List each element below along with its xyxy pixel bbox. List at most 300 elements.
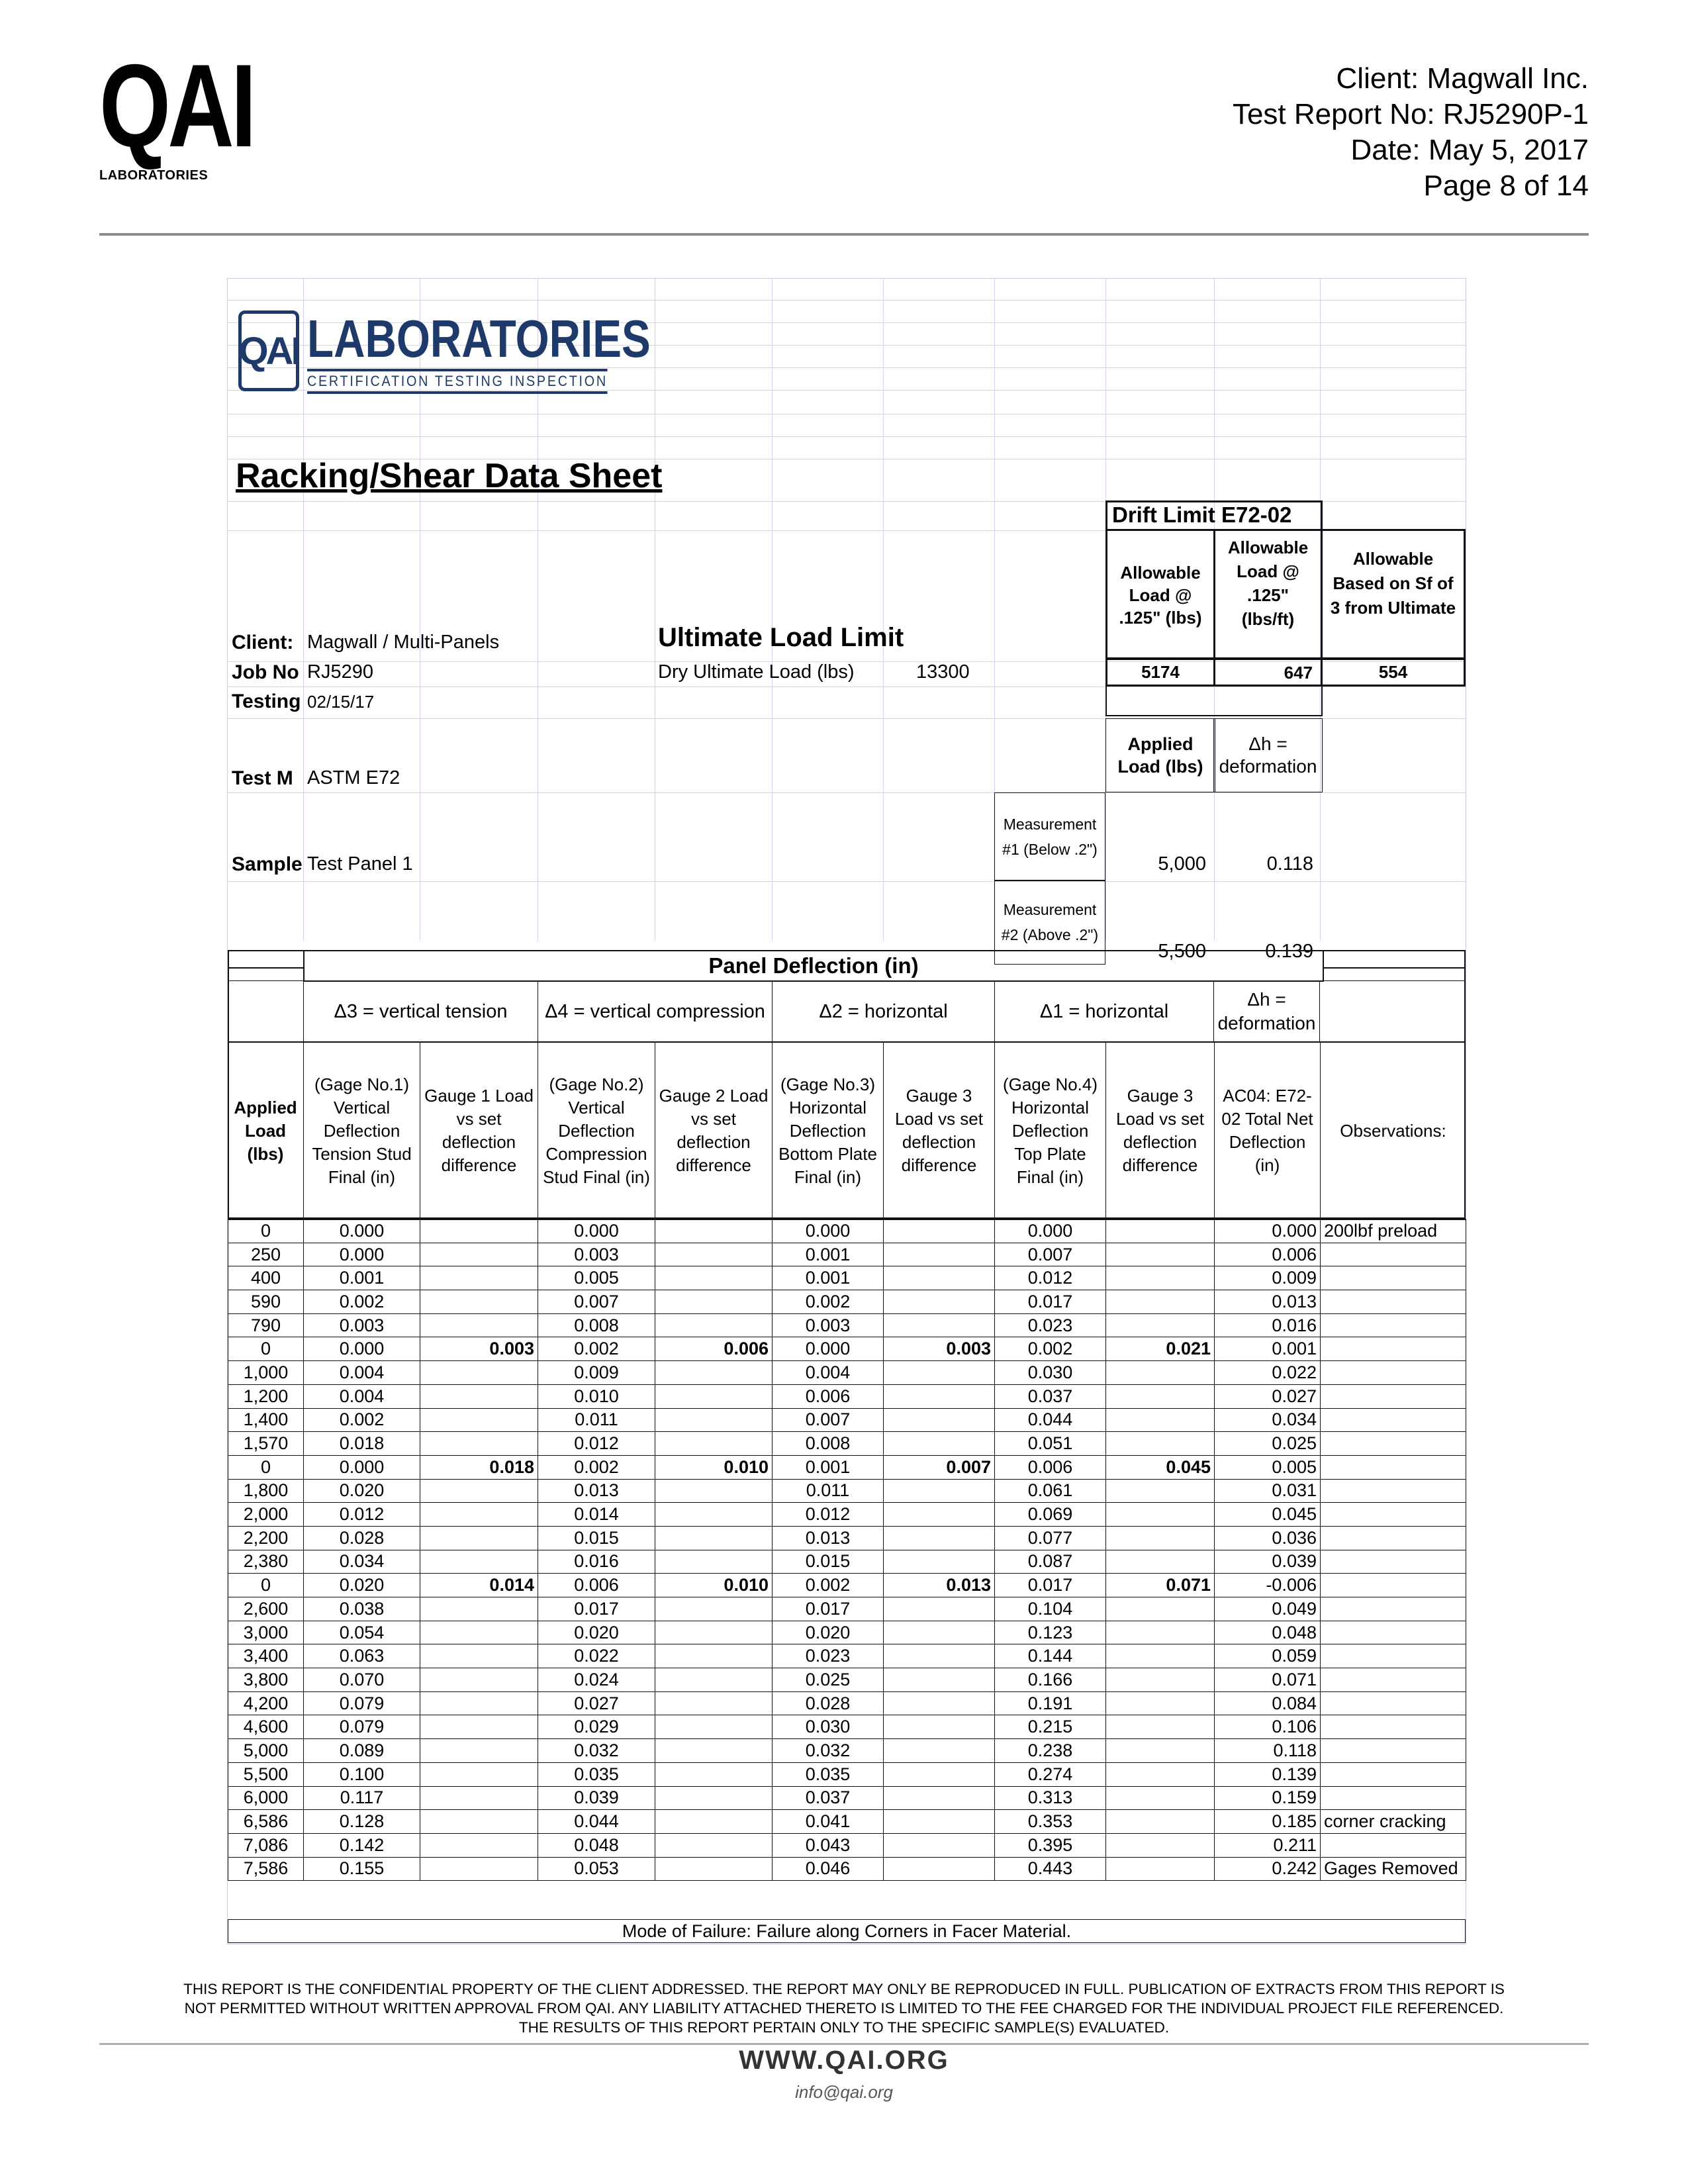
table-cell: 0.020 bbox=[773, 1621, 884, 1644]
table-cell: 0.007 bbox=[773, 1408, 884, 1432]
table-cell bbox=[655, 1810, 773, 1834]
table-cell: 0.166 bbox=[995, 1668, 1106, 1692]
table-cell: 0.032 bbox=[538, 1739, 655, 1763]
table-cell: 1,000 bbox=[228, 1361, 304, 1385]
table-cell: 0.079 bbox=[304, 1715, 420, 1739]
table-row bbox=[228, 1243, 1466, 1266]
table-cell bbox=[420, 1644, 538, 1668]
table-cell: 0.041 bbox=[773, 1810, 884, 1834]
table-row bbox=[228, 1644, 1466, 1668]
table-cell: 0.037 bbox=[995, 1384, 1106, 1408]
table-cell bbox=[1106, 1762, 1215, 1786]
table-cell bbox=[884, 1691, 995, 1715]
table-cell bbox=[884, 1597, 995, 1621]
sample-label: Sample bbox=[232, 853, 303, 875]
table-cell: 0.053 bbox=[538, 1857, 655, 1881]
notice-line-1: THIS REPORT IS THE CONFIDENTIAL PROPERTY OF THE CLIENT ADDRESSED. THE REPORT MAY ONLY BE REPRODUCED IN FULL. PUBLICATION OF EXTRACTS FROM THIS REPORT IS bbox=[183, 1981, 1505, 1997]
table-row bbox=[228, 1597, 1466, 1621]
grid-line bbox=[772, 279, 773, 941]
table-cell bbox=[884, 1266, 995, 1290]
qai-logo-subtitle: LABORATORIES bbox=[99, 168, 209, 183]
table-row bbox=[228, 1715, 1466, 1739]
email-link[interactable]: info@qai.org bbox=[795, 2082, 893, 2102]
table-cell: 1,570 bbox=[228, 1432, 304, 1456]
table-cell bbox=[1321, 1786, 1466, 1810]
table-cell bbox=[1106, 1644, 1215, 1668]
table-cell bbox=[1106, 1503, 1215, 1527]
confidentiality-notice bbox=[99, 1979, 1589, 2037]
table-cell: 0.039 bbox=[538, 1786, 655, 1810]
table-cell bbox=[655, 1739, 773, 1763]
table-cell: 0.185 bbox=[1215, 1810, 1321, 1834]
table-cell bbox=[420, 1786, 538, 1810]
table-cell: 0.000 bbox=[304, 1243, 420, 1266]
table-cell bbox=[1321, 1762, 1466, 1786]
job-value: RJ5290 bbox=[307, 661, 373, 683]
table-cell bbox=[884, 1313, 995, 1337]
table-cell: 0.017 bbox=[995, 1574, 1106, 1597]
table-cell bbox=[420, 1668, 538, 1692]
table-cell: 0.045 bbox=[1106, 1455, 1215, 1479]
table-cell: 0.010 bbox=[655, 1574, 773, 1597]
table-cell bbox=[884, 1219, 995, 1243]
table-cell: 0.002 bbox=[304, 1408, 420, 1432]
table-cell: 0.017 bbox=[538, 1597, 655, 1621]
table-cell: 0.063 bbox=[304, 1644, 420, 1668]
table-cell bbox=[1321, 1432, 1466, 1456]
table-cell bbox=[655, 1786, 773, 1810]
table-cell bbox=[884, 1526, 995, 1550]
table-cell: 4,200 bbox=[228, 1691, 304, 1715]
table-cell bbox=[1106, 1857, 1215, 1881]
table-cell: 0.100 bbox=[304, 1762, 420, 1786]
rule bbox=[228, 967, 303, 969]
measurement-2-load: 5,500 bbox=[1158, 941, 1206, 962]
table-row bbox=[228, 1786, 1466, 1810]
table-cell bbox=[655, 1762, 773, 1786]
table-cell: 250 bbox=[228, 1243, 304, 1266]
table-cell: 0.215 bbox=[995, 1715, 1106, 1739]
grid-line bbox=[228, 881, 1466, 882]
table-cell: 0.012 bbox=[773, 1503, 884, 1527]
table-cell bbox=[1106, 1432, 1215, 1456]
table-cell: 0.045 bbox=[1215, 1503, 1321, 1527]
table-cell: 0.036 bbox=[1215, 1526, 1321, 1550]
table-cell: 0.014 bbox=[538, 1503, 655, 1527]
table-cell: 0.001 bbox=[304, 1266, 420, 1290]
allowable-lbsft-value: 647 bbox=[1284, 663, 1313, 683]
table-row bbox=[228, 1337, 1466, 1361]
table-cell: 3,400 bbox=[228, 1644, 304, 1668]
table-cell bbox=[1321, 1833, 1466, 1857]
table-cell bbox=[420, 1857, 538, 1881]
table-cell bbox=[1321, 1408, 1466, 1432]
table-cell: 0.443 bbox=[995, 1857, 1106, 1881]
table-cell: 0.031 bbox=[1215, 1479, 1321, 1503]
table-cell bbox=[420, 1243, 538, 1266]
table-cell: 0.009 bbox=[538, 1361, 655, 1385]
grid-line bbox=[228, 436, 1466, 437]
table-cell bbox=[884, 1715, 995, 1739]
table-cell: 0.007 bbox=[884, 1455, 995, 1479]
qai-logo bbox=[99, 40, 254, 183]
table-cell bbox=[655, 1526, 773, 1550]
table-cell: 6,586 bbox=[228, 1810, 304, 1834]
table-cell bbox=[1321, 1668, 1466, 1692]
table-cell bbox=[1106, 1290, 1215, 1314]
table-cell: 0.030 bbox=[773, 1715, 884, 1739]
table-cell: 400 bbox=[228, 1266, 304, 1290]
table-cell: 0.069 bbox=[995, 1503, 1106, 1527]
lab-tagline: CERTIFICATION TESTING INSPECTION bbox=[307, 369, 608, 394]
table-cell: 0.238 bbox=[995, 1739, 1106, 1763]
table-cell: 0.018 bbox=[420, 1455, 538, 1479]
measurement-1-label: Measurement #1 (Below .2") bbox=[1002, 816, 1098, 858]
table-cell: 5,000 bbox=[228, 1739, 304, 1763]
table-cell bbox=[884, 1762, 995, 1786]
table-cell bbox=[884, 1384, 995, 1408]
table-cell: 0.048 bbox=[1215, 1621, 1321, 1644]
table-cell: 0.106 bbox=[1215, 1715, 1321, 1739]
delta2-header: Δ2 = horizontal bbox=[772, 980, 994, 1043]
page-number: Page 8 of 14 bbox=[1423, 169, 1589, 202]
table-cell: 0.027 bbox=[1215, 1384, 1321, 1408]
table-cell: 0.007 bbox=[995, 1243, 1106, 1266]
table-cell: 0.022 bbox=[1215, 1361, 1321, 1385]
table-cell bbox=[1321, 1503, 1466, 1527]
table-cell bbox=[1106, 1597, 1215, 1621]
table-cell bbox=[884, 1503, 995, 1527]
table-row bbox=[228, 1574, 1466, 1597]
table-cell bbox=[655, 1691, 773, 1715]
table-cell: 0.035 bbox=[773, 1762, 884, 1786]
table-cell: 4,600 bbox=[228, 1715, 304, 1739]
table-cell bbox=[1321, 1290, 1466, 1314]
table-cell: 0.313 bbox=[995, 1786, 1106, 1810]
table-cell bbox=[1321, 1644, 1466, 1668]
table-cell bbox=[420, 1597, 538, 1621]
table-cell: 0.035 bbox=[538, 1762, 655, 1786]
job-label: Job No bbox=[232, 661, 299, 683]
table-cell: 0.006 bbox=[995, 1455, 1106, 1479]
table-row bbox=[228, 1432, 1466, 1456]
table-cell bbox=[1106, 1479, 1215, 1503]
table-row bbox=[228, 1691, 1466, 1715]
table-cell bbox=[1321, 1526, 1466, 1550]
table-cell: 0.011 bbox=[773, 1479, 884, 1503]
column-header-5: (Gage No.3) Horizontal Deflection Bottom Plate Final (in) bbox=[772, 1043, 883, 1219]
column-header-1: (Gage No.1) Vertical Deflection Tension Stud Final (in) bbox=[303, 1043, 420, 1219]
column-header-8: Gauge 3 Load vs set deflection difference bbox=[1105, 1043, 1214, 1219]
table-cell: 0.000 bbox=[773, 1219, 884, 1243]
table-cell bbox=[655, 1361, 773, 1385]
table-cell: 0.012 bbox=[538, 1432, 655, 1456]
table-cell bbox=[1106, 1833, 1215, 1857]
allowable-sf-header: Allowable Based on Sf of 3 from Ultimate bbox=[1330, 548, 1456, 618]
client-value: Magwall / Multi-Panels bbox=[307, 632, 500, 653]
table-cell: 0.004 bbox=[304, 1384, 420, 1408]
table-cell bbox=[420, 1384, 538, 1408]
table-cell bbox=[420, 1266, 538, 1290]
empty-cell-box bbox=[1105, 685, 1323, 716]
table-cell bbox=[420, 1290, 538, 1314]
applied-box bbox=[1105, 718, 1215, 792]
table-row bbox=[228, 1762, 1466, 1786]
column-header-0: Applied Load (lbs) bbox=[234, 1097, 297, 1164]
testing-value: 02/15/17 bbox=[307, 692, 375, 712]
table-cell bbox=[420, 1810, 538, 1834]
table-cell: 0.003 bbox=[538, 1243, 655, 1266]
table-cell: 0.020 bbox=[304, 1479, 420, 1503]
table-cell: 5,500 bbox=[228, 1762, 304, 1786]
table-cell: 0 bbox=[228, 1574, 304, 1597]
drift-limit-label: Drift Limit E72-02 bbox=[1112, 502, 1292, 527]
table-cell: 0.211 bbox=[1215, 1833, 1321, 1857]
client-line: Client: Magwall Inc. bbox=[1336, 62, 1589, 95]
table-cell: 0.242 bbox=[1215, 1857, 1321, 1881]
table-cell: 0.001 bbox=[1215, 1337, 1321, 1361]
table-cell bbox=[1321, 1574, 1466, 1597]
column-header-7: (Gage No.4) Horizontal Deflection Top Plate Final (in) bbox=[994, 1043, 1105, 1219]
table-cell: Gages Removed bbox=[1321, 1857, 1466, 1881]
column-header-9: AC04: E72-02 Total Net Deflection (in) bbox=[1214, 1043, 1320, 1219]
table-cell bbox=[420, 1739, 538, 1763]
table-cell: 0.044 bbox=[995, 1408, 1106, 1432]
table-cell: 0.006 bbox=[655, 1337, 773, 1361]
testing-label: Testing bbox=[232, 690, 301, 712]
client-label: Client: bbox=[232, 632, 294, 653]
table-cell: 2,380 bbox=[228, 1550, 304, 1574]
table-cell bbox=[1321, 1739, 1466, 1763]
table-cell bbox=[420, 1432, 538, 1456]
table-cell bbox=[1321, 1337, 1466, 1361]
table-cell: 0.044 bbox=[538, 1810, 655, 1834]
table-cell bbox=[884, 1408, 995, 1432]
table-cell: 0.013 bbox=[773, 1526, 884, 1550]
rule bbox=[1324, 967, 1466, 969]
table-cell: 0 bbox=[228, 1337, 304, 1361]
table-cell: 0.023 bbox=[773, 1644, 884, 1668]
table-cell: 0.117 bbox=[304, 1786, 420, 1810]
table-cell: 0.037 bbox=[773, 1786, 884, 1810]
table-cell bbox=[1321, 1243, 1466, 1266]
table-cell bbox=[655, 1266, 773, 1290]
table-row bbox=[228, 1550, 1466, 1574]
table-cell bbox=[884, 1644, 995, 1668]
table-cell: 0.020 bbox=[304, 1574, 420, 1597]
table-cell bbox=[884, 1621, 995, 1644]
table-cell: 7,086 bbox=[228, 1833, 304, 1857]
sheet-title: Racking/Shear Data Sheet bbox=[236, 457, 663, 495]
table-cell: 0.017 bbox=[773, 1597, 884, 1621]
table-cell: 0.005 bbox=[1215, 1455, 1321, 1479]
table-cell: 0.054 bbox=[304, 1621, 420, 1644]
table-cell: 0.000 bbox=[995, 1219, 1106, 1243]
delta1-header: Δ1 = horizontal bbox=[994, 980, 1214, 1043]
table-cell bbox=[420, 1833, 538, 1857]
table-cell: 1,200 bbox=[228, 1384, 304, 1408]
table-cell: 0.024 bbox=[538, 1668, 655, 1692]
table-cell: 0.000 bbox=[538, 1219, 655, 1243]
table-cell bbox=[655, 1384, 773, 1408]
table-cell: 0.070 bbox=[304, 1668, 420, 1692]
table-row bbox=[228, 1384, 1466, 1408]
table-cell: 0.038 bbox=[304, 1597, 420, 1621]
table-cell: 0.003 bbox=[884, 1337, 995, 1361]
table-cell bbox=[655, 1432, 773, 1456]
table-cell bbox=[1106, 1408, 1215, 1432]
table-cell: 0.071 bbox=[1106, 1574, 1215, 1597]
column-header-6: Gauge 3 Load vs set deflection difference bbox=[883, 1043, 994, 1219]
table-cell: 0.353 bbox=[995, 1810, 1106, 1834]
table-cell bbox=[420, 1715, 538, 1739]
table-cell bbox=[655, 1715, 773, 1739]
table-cell: 0.043 bbox=[773, 1833, 884, 1857]
table-cell: 0.049 bbox=[1215, 1597, 1321, 1621]
table-cell: 0.009 bbox=[1215, 1266, 1321, 1290]
dh-box bbox=[1213, 718, 1323, 792]
table-row bbox=[228, 1503, 1466, 1527]
table-cell bbox=[655, 1243, 773, 1266]
grid-line bbox=[228, 300, 1466, 301]
table-cell bbox=[1106, 1715, 1215, 1739]
report-date: Date: May 5, 2017 bbox=[1350, 134, 1589, 166]
table-cell: 0.006 bbox=[1215, 1243, 1321, 1266]
table-cell bbox=[1321, 1455, 1466, 1479]
table-cell: 0.020 bbox=[538, 1621, 655, 1644]
table-cell: 0.018 bbox=[304, 1432, 420, 1456]
table-cell: 0.000 bbox=[304, 1337, 420, 1361]
table-cell bbox=[1321, 1715, 1466, 1739]
table-cell bbox=[1321, 1266, 1466, 1290]
table-cell: 0.023 bbox=[995, 1313, 1106, 1337]
table-cell: 200lbf preload bbox=[1321, 1219, 1466, 1243]
table-row bbox=[228, 1810, 1466, 1834]
table-cell: 0.028 bbox=[304, 1526, 420, 1550]
table-cell bbox=[1106, 1786, 1215, 1810]
deflection-data-table bbox=[228, 1219, 1466, 1881]
table-cell bbox=[1321, 1479, 1466, 1503]
table-cell: 0.010 bbox=[538, 1384, 655, 1408]
table-cell: 7,586 bbox=[228, 1857, 304, 1881]
table-cell bbox=[1106, 1668, 1215, 1692]
table-cell: 0.002 bbox=[538, 1337, 655, 1361]
table-cell bbox=[655, 1668, 773, 1692]
table-cell bbox=[655, 1550, 773, 1574]
table-cell bbox=[420, 1762, 538, 1786]
table-cell: 0.084 bbox=[1215, 1691, 1321, 1715]
table-cell: 0.013 bbox=[884, 1574, 995, 1597]
delta4-header: Δ4 = vertical compression bbox=[538, 980, 772, 1043]
table-cell: 0.006 bbox=[538, 1574, 655, 1597]
table-cell: 2,200 bbox=[228, 1526, 304, 1550]
table-row bbox=[228, 1857, 1466, 1881]
table-cell bbox=[1106, 1691, 1215, 1715]
table-cell: 0.013 bbox=[538, 1479, 655, 1503]
table-cell: 3,000 bbox=[228, 1621, 304, 1644]
website-link[interactable]: WWW.QAI.ORG bbox=[739, 2046, 949, 2075]
table-cell bbox=[655, 1313, 773, 1337]
table-cell bbox=[1106, 1266, 1215, 1290]
table-cell bbox=[655, 1479, 773, 1503]
table-cell bbox=[884, 1668, 995, 1692]
table-cell: 0.059 bbox=[1215, 1644, 1321, 1668]
table-cell bbox=[1106, 1526, 1215, 1550]
table-cell: 0.128 bbox=[304, 1810, 420, 1834]
table-cell: 0.022 bbox=[538, 1644, 655, 1668]
ultimate-load-title: Ultimate Load Limit bbox=[658, 623, 904, 652]
table-cell: 0.004 bbox=[773, 1361, 884, 1385]
table-cell bbox=[1106, 1219, 1215, 1243]
column-header-10: Observations: bbox=[1320, 1043, 1466, 1219]
table-cell bbox=[1106, 1550, 1215, 1574]
table-cell: 0.010 bbox=[655, 1455, 773, 1479]
table-cell bbox=[1106, 1313, 1215, 1337]
table-cell bbox=[420, 1219, 538, 1243]
table-row bbox=[228, 1266, 1466, 1290]
table-cell: 0.071 bbox=[1215, 1668, 1321, 1692]
table-cell bbox=[655, 1621, 773, 1644]
table-cell: 0.034 bbox=[304, 1550, 420, 1574]
table-cell bbox=[420, 1526, 538, 1550]
table-cell: 0.001 bbox=[773, 1243, 884, 1266]
table-cell: 6,000 bbox=[228, 1786, 304, 1810]
column-header-2: Gauge 1 Load vs set deflection difference bbox=[420, 1043, 538, 1219]
table-cell: 1,800 bbox=[228, 1479, 304, 1503]
table-cell: 0.029 bbox=[538, 1715, 655, 1739]
column-header-4: Gauge 2 Load vs set deflection difference bbox=[655, 1043, 772, 1219]
table-cell: 0.012 bbox=[304, 1503, 420, 1527]
table-cell bbox=[884, 1786, 995, 1810]
header-divider bbox=[99, 233, 1589, 236]
table-cell: 3,800 bbox=[228, 1668, 304, 1692]
table-cell bbox=[884, 1361, 995, 1385]
table-cell: 0 bbox=[228, 1219, 304, 1243]
table-cell: 0.004 bbox=[304, 1361, 420, 1385]
table-cell bbox=[884, 1432, 995, 1456]
table-cell: 0.021 bbox=[1106, 1337, 1215, 1361]
table-row bbox=[228, 1290, 1466, 1314]
table-cell: 0.000 bbox=[1215, 1219, 1321, 1243]
table-cell: 0.008 bbox=[773, 1432, 884, 1456]
table-cell: 0.025 bbox=[773, 1668, 884, 1692]
table-cell bbox=[1321, 1597, 1466, 1621]
delta3-header: Δ3 = vertical tension bbox=[303, 980, 538, 1043]
table-cell bbox=[1106, 1621, 1215, 1644]
table-cell bbox=[1321, 1384, 1466, 1408]
table-cell: 2,000 bbox=[228, 1503, 304, 1527]
table-cell: 0.002 bbox=[995, 1337, 1106, 1361]
panel-deflection-title: Panel Deflection (in) bbox=[708, 953, 919, 978]
table-cell: 0.017 bbox=[995, 1290, 1106, 1314]
dry-ultimate-value: 13300 bbox=[916, 661, 970, 683]
lab-name: LABORATORIES bbox=[307, 309, 651, 368]
table-cell bbox=[1106, 1361, 1215, 1385]
method-label: Test M bbox=[232, 767, 293, 789]
allowable-load-header: Allowable Load @ .125" (lbs) bbox=[1119, 563, 1202, 628]
table-cell bbox=[420, 1550, 538, 1574]
table-cell: 0.061 bbox=[995, 1479, 1106, 1503]
report-number: Test Report No: RJ5290P-1 bbox=[1232, 98, 1589, 130]
table-cell bbox=[1106, 1384, 1215, 1408]
lab-logo bbox=[238, 310, 726, 394]
table-row bbox=[228, 1621, 1466, 1644]
sample-value: Test Panel 1 bbox=[307, 853, 413, 875]
table-cell: 0.155 bbox=[304, 1857, 420, 1881]
table-cell: 0.159 bbox=[1215, 1786, 1321, 1810]
table-cell bbox=[655, 1408, 773, 1432]
table-cell bbox=[884, 1810, 995, 1834]
